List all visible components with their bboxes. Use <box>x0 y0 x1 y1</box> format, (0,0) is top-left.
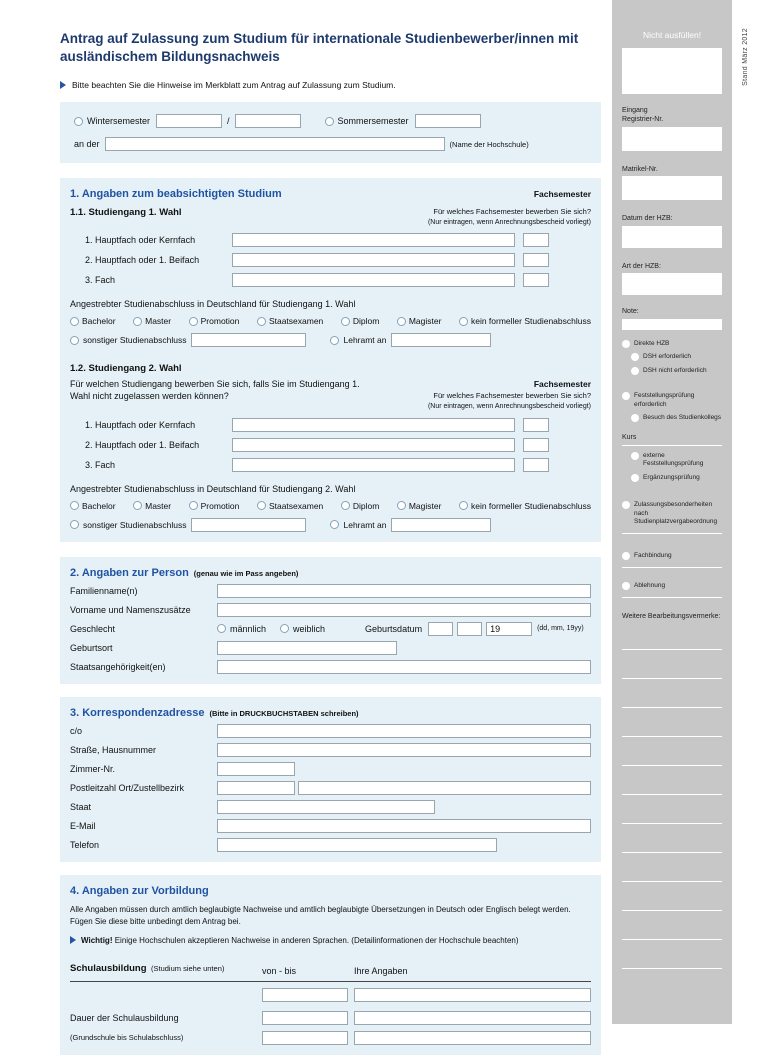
wahl1-diplom-radio[interactable] <box>341 317 350 326</box>
plz-label: Postleitzahl Ort/Zustellbezirk <box>70 782 185 793</box>
section2-head <box>70 567 591 579</box>
ergaenzung-radio[interactable] <box>631 474 639 482</box>
wahl1-master-radio[interactable] <box>133 317 142 326</box>
vermerk-line <box>622 881 722 882</box>
datum-hzb-label: Datum der HZB: <box>622 215 673 223</box>
wahl2-title: 1.2. Studiengang 2. Wahl <box>70 363 182 375</box>
vermerk-line <box>622 707 722 708</box>
wahl2-master-radio[interactable] <box>133 501 142 510</box>
wahl1-fach3-input[interactable] <box>232 273 515 287</box>
geburtsdatum-hint: (dd, mm, 19yy) <box>537 625 584 633</box>
dsh-erforderlich-radio[interactable] <box>631 353 639 361</box>
dsh-nicht-erforderlich-radio[interactable] <box>631 367 639 375</box>
vermerk-line <box>622 939 722 940</box>
direkte-hzb-row <box>622 340 722 349</box>
wahl2-sonstiger-radio[interactable] <box>70 520 79 529</box>
dsh-erforderlich-row <box>631 353 722 362</box>
staat-input[interactable] <box>217 800 435 814</box>
zulassung-row <box>622 501 722 527</box>
arrow-icon <box>60 81 66 89</box>
ergaenzung-row <box>631 474 722 483</box>
wahl2-fach1-fs-input[interactable] <box>523 418 549 432</box>
merkblatt-note-text: Bitte beachten Sie die Hinweise im Merkblatt zum Antrag auf Zulassung zum Studium. <box>72 80 396 91</box>
vermerk-line <box>622 968 722 969</box>
wahl2-lehramt-label: Lehramt an <box>343 519 387 530</box>
familienname-input[interactable] <box>217 584 591 598</box>
wahl1-degree-row <box>70 316 591 326</box>
section-person <box>60 557 601 684</box>
strasse-label: Straße, Hausnummer <box>70 744 157 755</box>
vermerk-line <box>622 678 722 679</box>
wahl1-promotion-label: Promotion <box>200 316 240 327</box>
matrikel-box <box>622 176 722 200</box>
weiblich-label: weiblich <box>293 623 326 634</box>
fachsemester-note-2 <box>428 379 591 411</box>
section-studium <box>60 178 601 541</box>
arrow-icon <box>70 936 76 944</box>
feststellung-row <box>622 392 722 410</box>
vermerk-line <box>622 910 722 911</box>
wahl2-staatsexamen-radio[interactable] <box>257 501 266 510</box>
wahl2-staatsexamen-label: Staatsexamen <box>268 500 324 511</box>
vermerk-line <box>622 736 722 737</box>
wahl2-magister-label: Magister <box>408 500 442 511</box>
wahl1-promotion-radio[interactable] <box>189 317 198 326</box>
wahl1-head <box>70 207 591 227</box>
vermerk-line <box>622 649 722 650</box>
dauer-hint: (Grundschule bis Schulabschluss) <box>70 1033 184 1043</box>
zulassung-line <box>622 533 722 534</box>
sommer-year-input[interactable] <box>415 114 481 128</box>
staatsangehoerigkeit-input[interactable] <box>217 660 591 674</box>
schule-table-header <box>70 958 591 982</box>
wahl1-magister-radio[interactable] <box>397 317 406 326</box>
fachbindung-row <box>622 552 722 561</box>
fachsemester-question-2: Für welches Fachsemester bewerben Sie sich? <box>433 391 591 401</box>
version-stamp: Stand März 2012 <box>742 28 749 86</box>
grundschule-angaben-input[interactable] <box>354 1031 591 1045</box>
weiblich-radio[interactable] <box>280 624 289 633</box>
wahl1-fach2-label: 2. Hauptfach oder 1. Beifach <box>85 255 200 266</box>
wahl1-sonstiger-input[interactable] <box>191 333 306 347</box>
sommersemester-label: Sommersemester <box>337 116 409 127</box>
wahl2-fach1-input[interactable] <box>232 418 515 432</box>
email-input[interactable] <box>217 819 591 833</box>
wahl2-diplom-label: Diplom <box>352 500 380 511</box>
matrikel-label: Matrikel-Nr. <box>622 165 658 173</box>
semester-section <box>60 102 601 163</box>
wahl1-fach1-fs-input[interactable] <box>523 233 549 247</box>
vermerk-line <box>622 852 722 853</box>
feststellung-radio[interactable] <box>622 392 630 400</box>
staat-row <box>70 800 591 814</box>
direkte-hzb-radio[interactable] <box>622 340 630 348</box>
dsh-nicht-row <box>631 367 722 376</box>
form-main-column <box>60 30 601 1055</box>
note-label: Note: <box>622 308 639 316</box>
vorname-row <box>70 603 591 617</box>
direkte-hzb-label: Direkte HZB <box>634 339 670 347</box>
ablehnung-row <box>622 582 722 591</box>
kurs-line <box>622 445 722 446</box>
plz-input[interactable] <box>217 781 295 795</box>
wahl1-sonstiger-radio[interactable] <box>70 336 79 345</box>
dsh-erforderlich-label: DSH erforderlich <box>643 353 692 361</box>
year-slash: / <box>227 116 230 127</box>
angaben-header: Ihre Angaben <box>354 965 408 976</box>
kurs-label: Kurs <box>622 434 637 442</box>
grundschule-row <box>70 1031 591 1045</box>
wahl2-magister-radio[interactable] <box>397 501 406 510</box>
wahl2-sonstiger-label: sonstiger Studienabschluss <box>83 519 187 530</box>
strasse-row <box>70 743 591 757</box>
schulausbildung-header: Schulausbildung <box>70 962 147 974</box>
zulassung-radio[interactable] <box>622 501 630 509</box>
wahl2-bachelor-label: Bachelor <box>82 500 116 511</box>
wahl1-fach1-row <box>70 233 591 247</box>
wahl1-fach3-fs-input[interactable] <box>523 273 549 287</box>
wahl1-sonstiger-row <box>70 333 591 347</box>
studienkolleg-row <box>631 414 722 423</box>
vorname-label: Vorname und Namenszusätze <box>70 604 191 615</box>
ablehnung-line <box>622 597 722 598</box>
office-stamp-box <box>622 48 722 94</box>
ablehnung-label: Ablehnung <box>634 582 666 590</box>
wahl1-fach2-row <box>70 253 591 267</box>
hochschule-input[interactable] <box>105 137 445 151</box>
wahl1-lehramt-label: Lehramt an <box>343 335 387 346</box>
wahl2-fach3-fs-input[interactable] <box>523 458 549 472</box>
section3-title: 3. Korrespondenzadresse <box>70 706 205 719</box>
studienkolleg-radio[interactable] <box>631 414 639 422</box>
section2-hint: (genau wie im Pass angeben) <box>193 568 299 578</box>
wahl1-bachelor-radio[interactable] <box>70 317 79 326</box>
fachsemester-hint-2: (Nur eintragen, wenn Anrechnungsbescheid vorliegt) <box>427 402 591 410</box>
co-input[interactable] <box>217 724 591 738</box>
wahl1-kein-abschluss-radio[interactable] <box>459 317 468 326</box>
sidebar-title: Nicht ausfüllen! <box>642 30 702 40</box>
wahl2-promotion-label: Promotion <box>200 500 240 511</box>
zimmer-input[interactable] <box>217 762 295 776</box>
note-box <box>622 319 722 330</box>
dauer-row <box>70 1011 591 1025</box>
fachbindung-line <box>622 567 722 568</box>
vermerk-line <box>622 765 722 766</box>
dauer-angaben-input[interactable] <box>354 1011 591 1025</box>
wahl1-bachelor-label: Bachelor <box>82 316 116 327</box>
ablehnung-radio[interactable] <box>622 582 630 590</box>
wahl1-title: 1.1. Studiengang 1. Wahl <box>70 207 182 219</box>
schule-row-1 <box>70 988 591 1002</box>
geschlecht-label: Geschlecht <box>70 623 116 634</box>
wahl2-diplom-radio[interactable] <box>341 501 350 510</box>
wahl2-fach2-label: 2. Hauptfach oder 1. Beifach <box>85 439 200 450</box>
section3-hint: (Bitte in DRUCKBUCHSTABEN schreiben) <box>209 708 359 718</box>
externe-feststellung-radio[interactable] <box>631 452 639 460</box>
wahl1-diplom-label: Diplom <box>352 316 380 327</box>
wahl2-master-label: Master <box>145 500 172 511</box>
geburtsort-label: Geburtsort <box>70 642 113 653</box>
wintersemester-radio[interactable] <box>74 117 83 126</box>
section4-title: 4. Angaben zur Vorbildung <box>70 884 209 897</box>
dsh-nicht-erforderlich-label: DSH nicht erforderlich <box>643 367 707 375</box>
section-adresse <box>60 697 601 862</box>
maennlich-label: männlich <box>230 623 267 634</box>
eingang-label: Eingang <box>622 107 648 114</box>
wahl1-master-label: Master <box>145 316 172 327</box>
wahl2-fach2-fs-input[interactable] <box>523 438 549 452</box>
familienname-row <box>70 584 591 598</box>
externe-row <box>631 452 722 470</box>
wahl1-lehramt-radio[interactable] <box>330 336 339 345</box>
wahl2-fach2-row <box>70 438 591 452</box>
telefon-input[interactable] <box>217 838 497 852</box>
zulassung-label: Zulassungsbesonderheiten nach Studienplatzvergabeordnung <box>634 500 718 526</box>
dauer-vonbis-input[interactable] <box>262 1011 348 1025</box>
strasse-input[interactable] <box>217 743 591 757</box>
maennlich-radio[interactable] <box>217 624 226 633</box>
wahl2-kein-abschluss-label: kein formeller Studienabschluss <box>470 500 591 511</box>
schule-angaben-1-input[interactable] <box>354 988 591 1002</box>
wahl2-sonstiger-row <box>70 518 591 532</box>
fachbindung-radio[interactable] <box>622 552 630 560</box>
section1-head <box>70 188 591 200</box>
co-row <box>70 724 591 738</box>
fachsemester-note-1 <box>428 207 591 227</box>
ergaenzung-label: Ergänzungsprüfung <box>643 474 700 482</box>
wahl2-fach1-row <box>70 418 591 432</box>
hochschule-row <box>74 137 587 151</box>
geburtstag-dd-input[interactable] <box>428 622 453 636</box>
fachsemester-hint-1: (Nur eintragen, wenn Anrechnungsbescheid vorliegt) <box>427 218 591 226</box>
hochschule-hint: (Name der Hochschule) <box>449 139 529 149</box>
page-title: Antrag auf Zulassung zum Studium für internationale Studienbewerber/innen mit ausländischem Bildungsnachweis <box>60 31 579 64</box>
art-hzb-box <box>622 273 722 295</box>
geburtsdatum-label: Geburtsdatum <box>365 623 423 634</box>
wahl2-fach1-label: 1. Hauptfach oder Kernfach <box>85 419 196 430</box>
grundschule-vonbis-input[interactable] <box>262 1031 348 1045</box>
geschlecht-row <box>70 622 591 636</box>
section1-title: 1. Angaben zum beabsichtigten Studium <box>70 188 282 201</box>
geburtsjahr-input[interactable] <box>486 622 532 636</box>
geburtsort-row <box>70 641 591 655</box>
wahl2-lehramt-input[interactable] <box>391 518 491 532</box>
studienkolleg-label: Besuch des Studienkollegs <box>643 414 722 422</box>
wahl1-abschluss-label: Angestrebter Studienabschluss in Deutschland für Studiengang 1. Wahl <box>70 299 356 310</box>
email-row <box>70 819 591 833</box>
geburtsort-input[interactable] <box>217 641 397 655</box>
vermerke-label: Weitere Bearbeitungsvermerke: <box>622 612 721 620</box>
wahl1-fach2-fs-input[interactable] <box>523 253 549 267</box>
dauer-label: Dauer der Schulausbildung <box>70 1012 179 1023</box>
feststellung-label: Feststellungsprüfung erforderlich <box>634 391 695 408</box>
merkblatt-note <box>60 80 601 90</box>
fachbindung-label: Fachbindung <box>634 552 672 560</box>
vonbis-header: von - bis <box>262 965 297 976</box>
art-hzb-label: Art der HZB: <box>622 262 661 270</box>
wahl1-kein-abschluss-label: kein formeller Studienabschluss <box>470 316 591 327</box>
registrier-box <box>622 127 722 151</box>
office-sidebar <box>612 0 732 1024</box>
section-vorbildung <box>60 875 601 1055</box>
winter-year-input[interactable] <box>156 114 222 128</box>
wahl2-degree-row <box>70 501 591 511</box>
wahl2-sonstiger-input[interactable] <box>191 518 306 532</box>
datum-hzb-box <box>622 226 722 248</box>
wahl2-kein-abschluss-radio[interactable] <box>459 501 468 510</box>
wichtig-text: Einige Hochschulen akzeptieren Nachweise in anderen Sprachen. (Detailinformationen der Hochschule beachten) <box>114 935 519 945</box>
wahl1-magister-label: Magister <box>408 316 442 327</box>
wintersemester-label: Wintersemester <box>87 116 151 127</box>
wahl2-bachelor-radio[interactable] <box>70 501 79 510</box>
fachsemester-label-2: Fachsemester <box>533 379 591 390</box>
schule-vonbis-1-input[interactable] <box>262 988 348 1002</box>
wahl1-fach3-label: 3. Fach <box>85 275 116 286</box>
sommersemester-radio[interactable] <box>325 117 334 126</box>
wahl2-fach3-row <box>70 458 591 472</box>
fachsemester-label-1: Fachsemester <box>533 189 591 200</box>
zimmer-label: Zimmer-Nr. <box>70 763 115 774</box>
wahl2-fach3-label: 3. Fach <box>85 459 116 470</box>
ort-input[interactable] <box>298 781 591 795</box>
wahl1-lehramt-input[interactable] <box>391 333 491 347</box>
co-label: c/o <box>70 725 83 736</box>
vorbildung-intro-1: Alle Angaben müssen durch amtlich beglaubigte Nachweise und amtlich beglaubigte Übersetzungen in Deutsch oder Englisch belegt werden. <box>70 904 571 914</box>
vorbildung-intro-2: Fügen Sie diese bitte unbedingt dem Antrag bei. <box>70 916 241 926</box>
schulausbildung-header-hint: (Studium siehe unten) <box>150 963 225 973</box>
wahl2-question: Für welchen Studiengang bewerben Sie sich, falls Sie im Studiengang 1. Wahl nicht zugelassen werden können? <box>70 379 360 402</box>
staatsangehoerigkeit-row <box>70 660 591 674</box>
familienname-label: Familienname(n) <box>70 585 138 596</box>
wahl1-fach1-input[interactable] <box>232 233 515 247</box>
wahl2-head <box>70 379 591 411</box>
vermerk-line <box>622 823 722 824</box>
semester-row <box>74 114 587 128</box>
vorname-input[interactable] <box>217 603 591 617</box>
geburtsmonat-mm-input[interactable] <box>457 622 482 636</box>
wahl2-fach3-input[interactable] <box>232 458 515 472</box>
wahl1-sonstiger-label: sonstiger Studienabschluss <box>83 335 187 346</box>
wahl2-lehramt-radio[interactable] <box>330 520 339 529</box>
wahl2-fach2-input[interactable] <box>232 438 515 452</box>
wahl1-fach1-label: 1. Hauptfach oder Kernfach <box>85 235 196 246</box>
wichtig-label: Wichtig! <box>81 935 113 945</box>
wahl2-promotion-radio[interactable] <box>189 501 198 510</box>
staat-label: Staat <box>70 801 92 812</box>
winter-year2-input[interactable] <box>235 114 301 128</box>
wahl1-staatsexamen-radio[interactable] <box>257 317 266 326</box>
wahl1-fach3-row <box>70 273 591 287</box>
wahl1-staatsexamen-label: Staatsexamen <box>268 316 324 327</box>
fachsemester-question-1: Für welches Fachsemester bewerben Sie sich? <box>433 207 591 217</box>
section3-head <box>70 707 591 719</box>
email-label: E-Mail <box>70 820 96 831</box>
zimmer-row <box>70 762 591 776</box>
plz-row <box>70 781 591 795</box>
externe-feststellung-label: externe Feststellungsprüfung <box>643 451 704 468</box>
section2-title: 2. Angaben zur Person <box>70 566 189 579</box>
telefon-label: Telefon <box>70 839 100 850</box>
registrier-label: Registrier-Nr. <box>622 116 664 124</box>
wahl2-abschluss-label: Angestrebter Studienabschluss in Deutschland für Studiengang 2. Wahl <box>70 483 356 494</box>
vermerk-line <box>622 794 722 795</box>
staatsangehoerigkeit-label: Staatsangehörigkeit(en) <box>70 661 166 672</box>
an-der-label: an der <box>74 139 100 150</box>
wichtig-note <box>70 936 591 945</box>
telefon-row <box>70 838 591 852</box>
wahl1-fach2-input[interactable] <box>232 253 515 267</box>
